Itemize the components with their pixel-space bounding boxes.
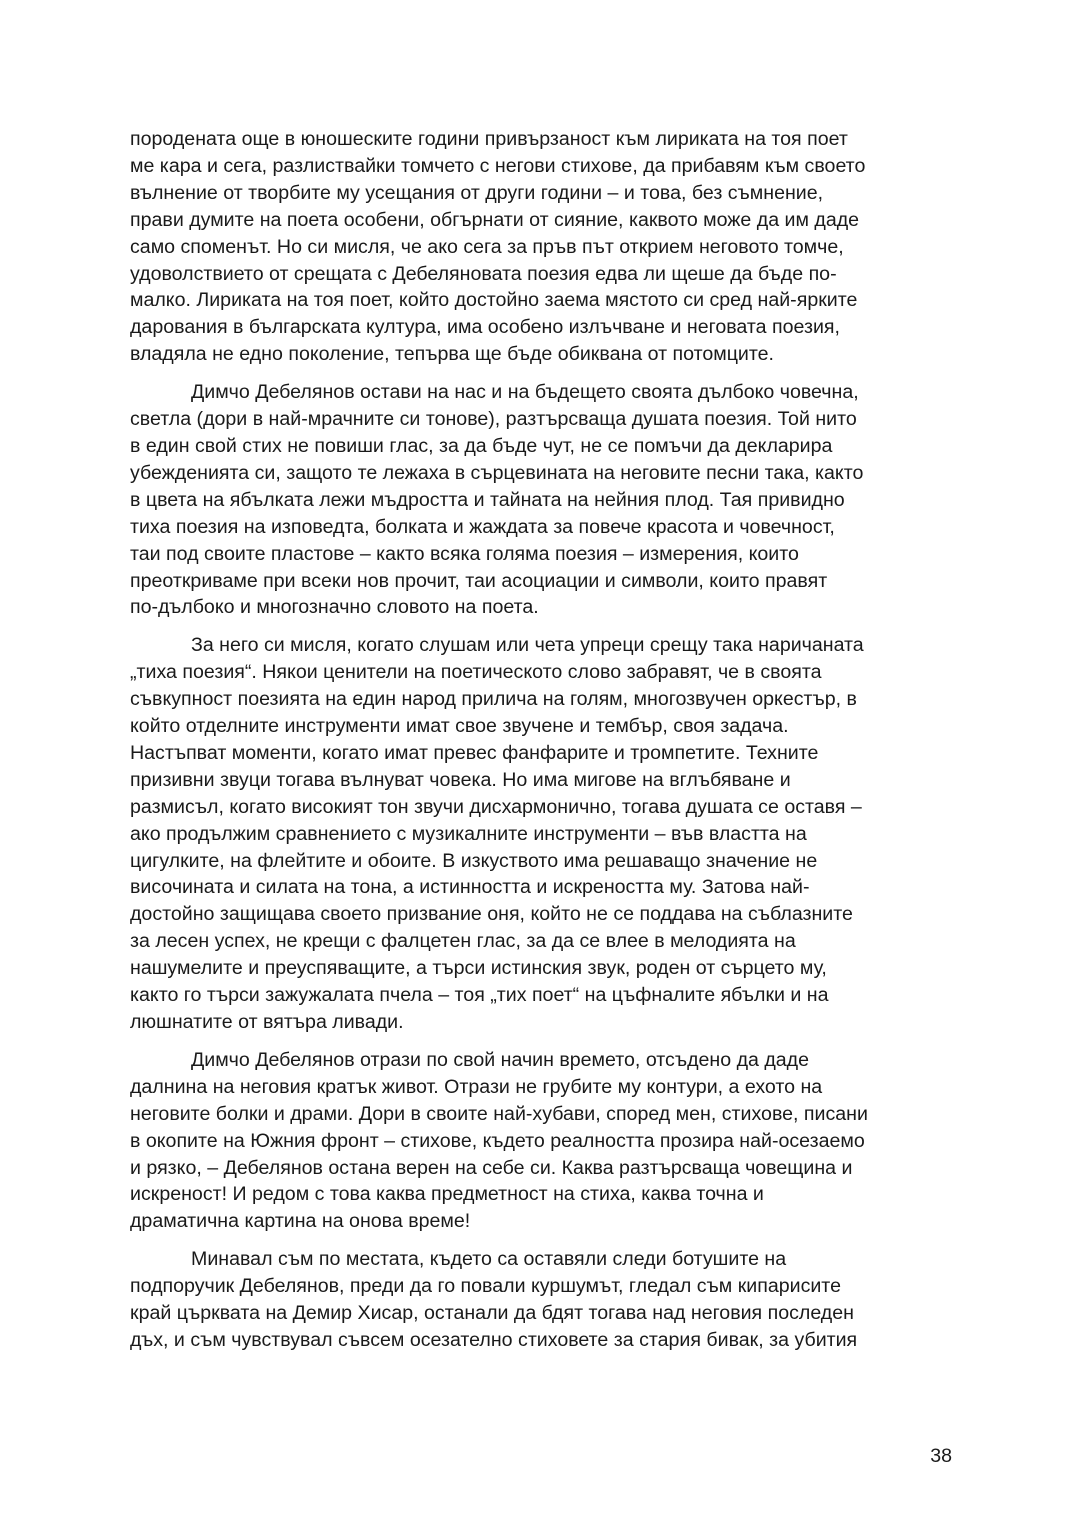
text-line: неговите болки и драми. Дори в своите най-хубави, според мен, стихове, писани <box>130 1102 868 1125</box>
text-line: Димчо Дебелянов отрази по свой начин времето, отсъдено да даде <box>191 1048 810 1071</box>
text-line: в окопите на Южния фронт – стихове, където реалността прозира най-осезаемо <box>130 1129 865 1152</box>
text-line: прави думите на поета особени, обгърнати от сияние, каквото може да им даде <box>130 208 860 231</box>
text-line: подпоручик Дебелянов, преди да го повали куршумът, гледал съм кипарисите <box>130 1275 841 1298</box>
text-line: само споменът. Но си мисля, че ако сега за пръв път открием неговото томче, <box>130 235 844 258</box>
text-line: височината и силата на тона, а истинността и искреността му. Затова най- <box>130 876 810 899</box>
text-line: по-дълбоко и многозначно словото на поета. <box>130 596 539 619</box>
text-line: преоткриваме при всеки нов прочит, таи асоциации и символи, които правят <box>130 569 828 592</box>
text-line: призивни звуци тогава вълнуват човека. Но има мигове на вглъбяване и <box>130 768 791 791</box>
text-line: светла (дори в най-мрачните си тонове), разтърсваща душата поезия. Той нито <box>130 408 857 431</box>
text-line: „тиха поезия“. Някои ценители на поетическото слово забравят, че в своята <box>130 661 822 684</box>
text-line: в цвета на ябълката лежи мъдростта и тайната на нейния плод. Тая привидно <box>130 488 845 511</box>
page-number: 38 <box>930 1445 952 1467</box>
text-line: искреност! И редом с това каква предметност на стиха, каква точна и <box>130 1183 764 1206</box>
paragraph-1 <box>130 126 952 368</box>
text-line: владяла не едно поколение, тепърва ще бъде обиквана от потомците. <box>130 343 774 366</box>
text-line: цигулките, на флейтите и обоите. В изкуството има решаващо значение не <box>130 849 818 872</box>
text-line: край църквата на Демир Хисар, останали да бдят тогава над неговия последен <box>130 1302 854 1325</box>
paragraph-2 <box>130 379 952 621</box>
text-line: Димчо Дебелянов остави на нас и на бъдещето своята дълбоко човечна, <box>191 381 859 404</box>
text-line: дъх, и съм чувствувал съвсем осезателно стиховете за стария бивак, за убития <box>130 1328 858 1351</box>
text-line: Минавал съм по местата, където са оставяли следи ботушите на <box>191 1248 787 1271</box>
text-line: убежденията си, защото те лежаха в сърцевината на неговите песни така, както <box>130 461 864 484</box>
text-line: нашумелите и преуспяващите, а търси истинския звук, роден от сърцето му, <box>130 957 827 980</box>
text-line: размисъл, когато високият тон звучи дисхармонично, тогава душата се оставя – <box>130 795 862 818</box>
text-line: За него си мисля, когато слушам или чета упреци срещу така наричаната <box>191 634 864 657</box>
text-line: Настъпват моменти, когато имат превес фанфарите и тромпетите. Техните <box>130 741 819 764</box>
text-line: достойно защищава своето призвание оня, който не се поддава на съблазните <box>130 903 853 926</box>
text-line: малко. Лириката на тоя поет, който достойно заема мястото си сред най-ярките <box>130 289 858 312</box>
text-line: ако продължим сравнението с музикалните инструменти – във властта на <box>130 822 807 845</box>
paragraph-5 <box>130 1246 952 1354</box>
text-line: вълнение от творбите му усещания от други години – и това, без съмнение, <box>130 181 824 204</box>
text-line: удоволствието от срещата с Дебеляновата поезия едва ли щеше да бъде по- <box>130 262 837 285</box>
paragraph-4 <box>130 1047 952 1235</box>
document-page <box>130 126 952 1365</box>
text-line: породената още в юношеските години привързаност към лириката на тоя поет <box>130 128 848 150</box>
text-line: както го търси зажужалата пчела – тоя „тих поет“ на цъфналите ябълки и на <box>130 984 829 1007</box>
paragraph-3 <box>130 632 952 1036</box>
text-line: дарования в българската култура, има особено излъчване и неговата поезия, <box>130 316 840 339</box>
text-line: който отделните инструменти имат свое звучене и тембър, своя задача. <box>130 715 789 738</box>
text-line: драматична картина на онова време! <box>130 1210 471 1233</box>
text-line: ме кара и сега, разлиствайки томчето с негови стихове, да прибавям към своето <box>130 154 866 177</box>
text-line: съвкупност поезията на един народ прилича на голям, многозвучен оркестър, в <box>130 688 857 711</box>
text-line: люшнатите от вятъра ливади. <box>130 1011 404 1033</box>
text-line: в един свой стих не повиши глас, за да бъде чут, не се помъчи да декларира <box>130 434 833 457</box>
text-line: далнина на неговия кратък живот. Отрази не грубите му контури, а ехото на <box>130 1075 823 1098</box>
text-line: тиха поезия на изповедта, болката и жаждата за повече красота и човечност, <box>130 515 835 538</box>
text-line: за лесен успех, не крещи с фалцетен глас, за да се влее в мелодията на <box>130 930 796 953</box>
text-line: таи под своите пластове – както всяка голяма поезия – измерения, които <box>130 542 799 565</box>
text-line: и рязко, – Дебелянов остана верен на себе си. Каква разтърсваща човещина и <box>130 1156 853 1179</box>
